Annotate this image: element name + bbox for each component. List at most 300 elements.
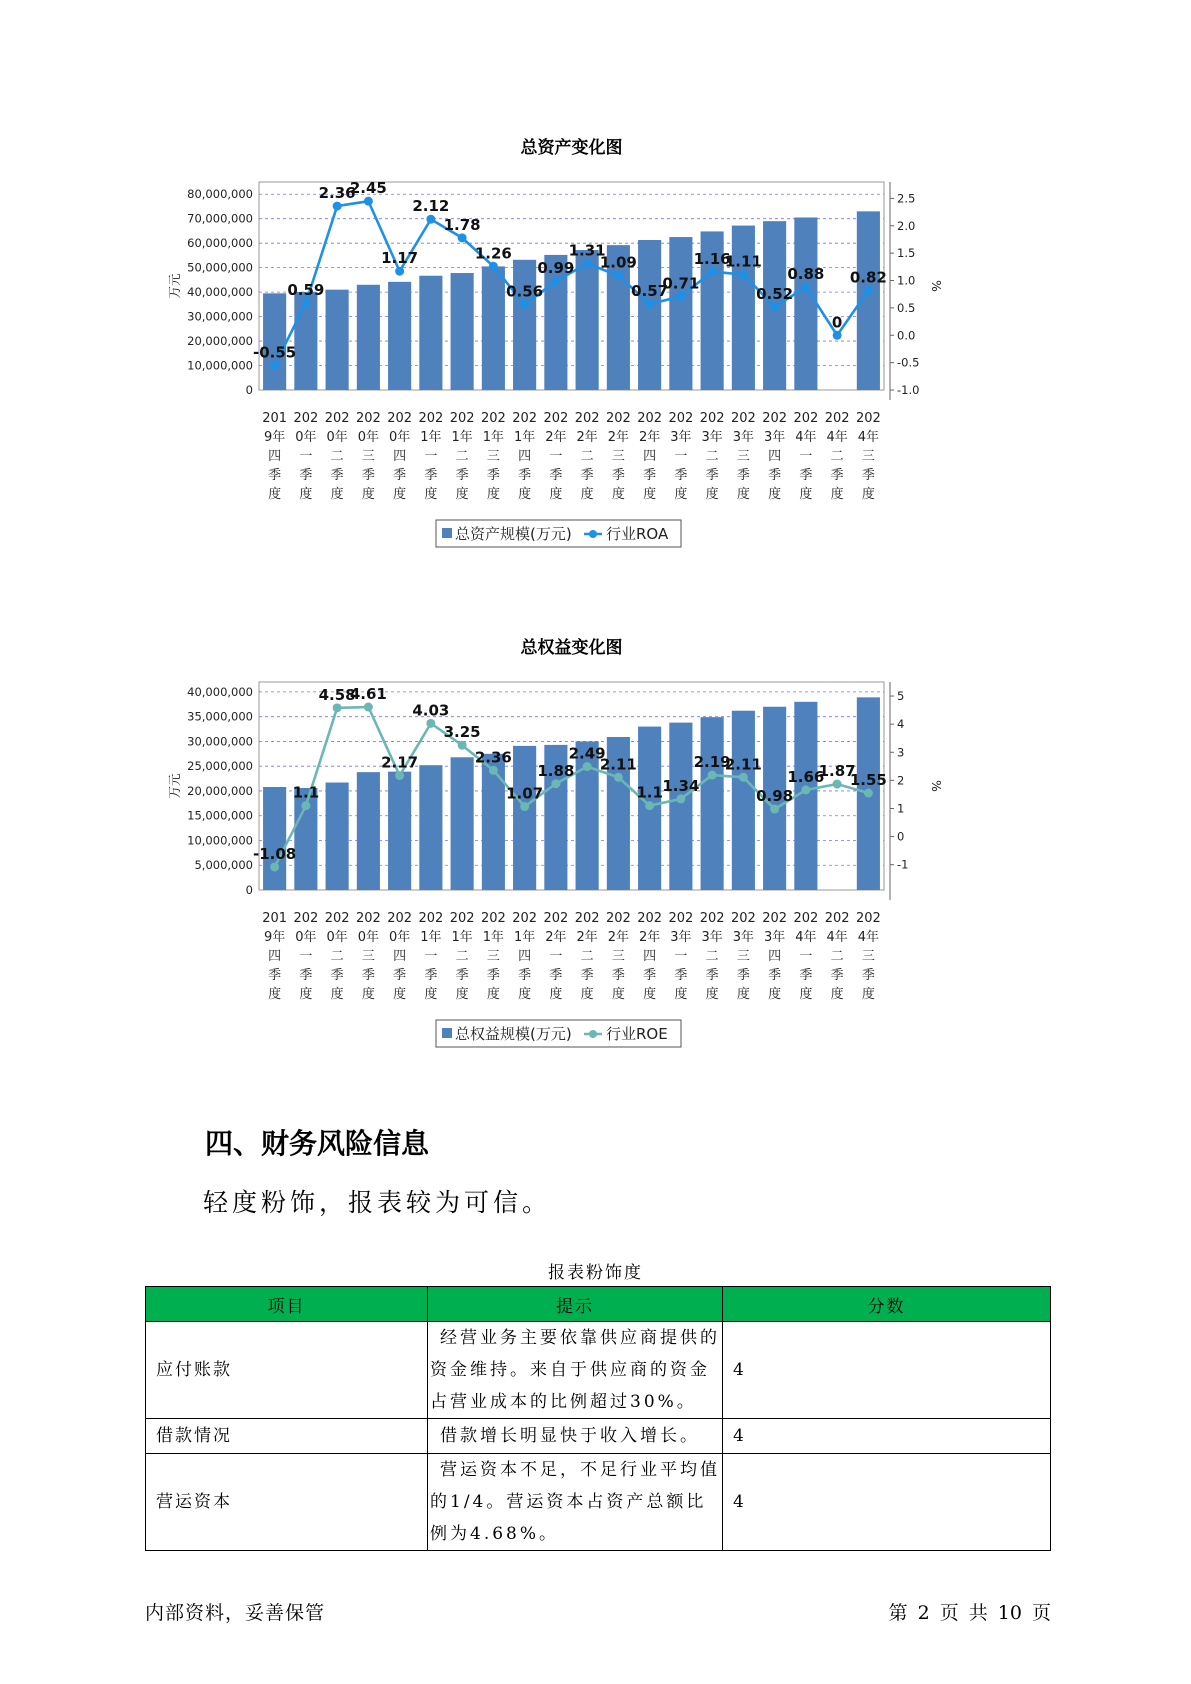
x-tick-label: 四 <box>393 449 407 464</box>
x-tick-label: 四 <box>643 949 657 964</box>
chart-title: 总权益变化图 <box>520 638 623 658</box>
x-tick-label: 二 <box>705 949 719 964</box>
data-label: 0.82 <box>849 268 887 287</box>
x-tick-label: 1年 <box>513 430 536 445</box>
x-tick-label: 202 <box>512 911 538 926</box>
x-tick-label: 一 <box>299 949 313 964</box>
y-tick-label: 20,000,000 <box>187 334 253 349</box>
x-tick-label: 度 <box>330 987 344 1002</box>
x-tick-label: 2年 <box>576 930 598 945</box>
x-tick-label: 度 <box>611 487 625 502</box>
x-tick-label: 202 <box>418 411 444 426</box>
line-point <box>614 271 623 280</box>
header-item: 项目 <box>146 1287 428 1322</box>
x-tick-label: 季 <box>424 968 438 983</box>
x-tick-label: 202 <box>855 411 881 426</box>
x-tick-label: 三 <box>736 949 750 964</box>
bar <box>263 787 286 890</box>
bar <box>451 757 474 890</box>
x-tick-label: 2年 <box>607 930 630 945</box>
data-label: 4.03 <box>412 701 450 720</box>
bar <box>732 711 755 890</box>
y2-tick-label: 2 <box>897 773 905 788</box>
x-tick-label: 0年 <box>326 930 348 945</box>
x-tick-label: 季 <box>611 468 625 483</box>
footer-confidential-note: 内部资料，妥善保管 <box>145 1602 326 1624</box>
data-label: -0.55 <box>253 343 297 362</box>
x-tick-label: 0年 <box>357 430 380 445</box>
y-tick-label: 40,000,000 <box>187 684 253 699</box>
data-label: 2.17 <box>381 753 419 772</box>
x-tick-label: 1年 <box>482 430 505 445</box>
y-tick-label: 35,000,000 <box>187 709 253 724</box>
x-tick-label: 度 <box>674 487 688 502</box>
data-label: 3.25 <box>443 723 481 742</box>
data-label: 4.61 <box>349 685 387 704</box>
x-tick-label: 202 <box>293 911 319 926</box>
x-tick-label: 度 <box>424 987 438 1002</box>
x-tick-label: 3年 <box>670 930 692 945</box>
x-tick-label: 季 <box>643 468 657 483</box>
line-point <box>270 862 279 871</box>
x-tick-label: 1年 <box>420 930 442 945</box>
bar <box>357 285 380 390</box>
y2-tick-label: 3 <box>897 745 905 760</box>
x-tick-label: 一 <box>799 949 813 964</box>
x-tick-label: 0年 <box>295 430 317 445</box>
row-tip <box>428 1419 723 1454</box>
y2-tick-label: 0.5 <box>897 300 916 315</box>
x-tick-label: 4年 <box>857 930 880 945</box>
x-tick-label: 季 <box>799 968 813 983</box>
x-tick-label: 0年 <box>295 930 317 945</box>
x-tick-label: 季 <box>549 968 563 983</box>
data-label: 1.07 <box>506 784 544 803</box>
x-tick-label: 季 <box>705 468 719 483</box>
x-tick-label: 4年 <box>795 930 817 945</box>
line-point <box>801 785 810 794</box>
x-tick-label: 一 <box>424 949 438 964</box>
total-equity-chart-svg <box>167 638 1056 1100</box>
y2-tick-label: -0.5 <box>897 355 920 370</box>
x-tick-label: 度 <box>518 987 532 1002</box>
bar <box>638 240 661 390</box>
x-tick-label: 度 <box>736 487 750 502</box>
data-label: -1.08 <box>253 844 297 863</box>
x-tick-label: 季 <box>361 468 375 483</box>
x-tick-label: 202 <box>699 911 725 926</box>
header-score: 分数 <box>723 1287 1051 1322</box>
x-tick-label: 2年 <box>638 930 661 945</box>
x-tick-label: 202 <box>418 911 444 926</box>
data-label: 2.36 <box>474 748 512 767</box>
table-row <box>146 1454 1051 1551</box>
line-point <box>708 771 717 780</box>
data-label: 1.55 <box>849 771 887 790</box>
x-tick-label: 季 <box>736 968 750 983</box>
x-tick-label: 度 <box>361 487 375 502</box>
line-point <box>645 801 654 810</box>
bar <box>576 250 599 390</box>
bar <box>419 276 442 390</box>
x-tick-label: 季 <box>674 968 688 983</box>
x-tick-label: 202 <box>605 411 631 426</box>
x-tick-label: 季 <box>299 968 313 983</box>
line-point <box>520 300 529 309</box>
x-tick-label: 2年 <box>576 430 598 445</box>
data-label: 1.66 <box>787 767 825 786</box>
x-tick-label: 9年 <box>263 430 286 445</box>
x-tick-label: 四 <box>268 949 282 964</box>
x-tick-label: 2年 <box>545 930 567 945</box>
x-tick-label: 202 <box>730 911 756 926</box>
footer-page-number: 第 2 页 共 10 页 <box>888 1602 1051 1624</box>
data-label: 1.26 <box>474 244 512 263</box>
x-tick-label: 202 <box>449 411 475 426</box>
x-tick-label: 一 <box>299 449 313 464</box>
x-tick-label: 202 <box>480 911 506 926</box>
x-tick-label: 三 <box>861 949 875 964</box>
x-tick-label: 202 <box>699 411 725 426</box>
data-label: 1.1 <box>636 783 663 802</box>
line-point <box>364 197 373 206</box>
y-tick-label: 0 <box>245 383 253 397</box>
x-tick-label: 3年 <box>732 430 755 445</box>
x-tick-label: 季 <box>299 468 313 483</box>
x-tick-label: 度 <box>455 487 469 502</box>
data-label: 1.09 <box>599 253 637 272</box>
table-header-row <box>146 1287 1051 1322</box>
x-tick-label: 三 <box>736 449 750 464</box>
x-tick-label: 季 <box>486 968 500 983</box>
y2-tick-label: 2.0 <box>897 218 916 233</box>
bar <box>326 783 349 890</box>
line-point <box>426 215 435 224</box>
x-tick-label: 季 <box>424 468 438 483</box>
y-tick-label: 40,000,000 <box>187 285 253 300</box>
x-tick-label: 季 <box>674 468 688 483</box>
x-tick-label: 度 <box>830 487 844 502</box>
x-tick-label: 202 <box>387 411 413 426</box>
y2-tick-label: 1.5 <box>897 246 916 261</box>
x-tick-label: 3年 <box>701 930 723 945</box>
x-tick-label: 三 <box>486 449 500 464</box>
y-axis-label: 万元 <box>167 773 182 799</box>
x-tick-label: 二 <box>580 949 594 964</box>
line-point <box>739 270 748 279</box>
x-tick-label: 202 <box>793 411 819 426</box>
line-point <box>583 762 592 771</box>
chart-title: 总资产变化图 <box>520 138 623 158</box>
x-tick-label: 一 <box>424 449 438 464</box>
x-tick-label: 1年 <box>451 930 473 945</box>
x-tick-label: 202 <box>324 911 350 926</box>
x-tick-label: 201 <box>262 411 288 426</box>
y2-tick-label: -1.0 <box>897 383 920 397</box>
line-point <box>770 805 779 814</box>
x-tick-label: 季 <box>361 968 375 983</box>
x-tick-label: 2年 <box>607 430 630 445</box>
x-tick-label: 202 <box>824 411 850 426</box>
legend-bar-swatch <box>442 528 452 538</box>
x-tick-label: 四 <box>768 449 782 464</box>
x-tick-label: 0年 <box>326 430 348 445</box>
x-tick-label: 季 <box>611 968 625 983</box>
line-point <box>301 298 310 307</box>
legend-line-marker <box>589 530 597 538</box>
data-label: 2.36 <box>318 184 356 203</box>
row-item: 营运资本 <box>146 1454 428 1551</box>
line-point <box>458 233 467 242</box>
x-tick-label: 度 <box>643 487 657 502</box>
x-tick-label: 季 <box>830 968 844 983</box>
x-tick-label: 202 <box>574 911 600 926</box>
x-tick-label: 202 <box>668 411 694 426</box>
line-point <box>551 277 560 286</box>
line-point <box>676 794 685 803</box>
bar <box>669 237 692 390</box>
line-point <box>770 302 779 311</box>
y-tick-label: 0 <box>245 883 253 897</box>
x-tick-label: 四 <box>518 949 532 964</box>
y-tick-label: 30,000,000 <box>187 309 253 324</box>
x-tick-label: 2年 <box>545 430 567 445</box>
table-row <box>146 1322 1051 1419</box>
line-point <box>458 741 467 750</box>
x-tick-label: 季 <box>861 468 875 483</box>
line-point <box>676 292 685 301</box>
x-tick-label: 三 <box>611 449 625 464</box>
bar <box>482 266 505 390</box>
x-tick-label: 202 <box>574 411 600 426</box>
data-label: 0.88 <box>787 265 825 284</box>
data-label: 1.78 <box>443 215 481 234</box>
data-label: 1.31 <box>568 241 606 260</box>
x-tick-label: 4年 <box>857 430 880 445</box>
y2-tick-label: 0 <box>897 829 905 844</box>
data-label: 0.98 <box>756 787 794 806</box>
bar <box>513 746 536 890</box>
row-tip <box>428 1454 723 1551</box>
legend-line-label: 行业ROA <box>606 525 669 543</box>
bar <box>388 772 411 890</box>
bar <box>326 290 349 390</box>
table-caption: 报表粉饰度 <box>548 1263 643 1283</box>
x-tick-label: 202 <box>449 911 475 926</box>
bar <box>794 217 817 390</box>
y2-tick-label: 1.0 <box>897 273 916 288</box>
x-tick-label: 度 <box>705 987 719 1002</box>
header-tip: 提示 <box>428 1287 723 1322</box>
y2-axis-label: % <box>929 280 944 292</box>
x-tick-label: 202 <box>543 911 569 926</box>
x-tick-label: 一 <box>799 449 813 464</box>
x-tick-label: 度 <box>424 487 438 502</box>
x-tick-label: 季 <box>549 468 563 483</box>
x-tick-label: 一 <box>549 949 563 964</box>
y-axis-label: 万元 <box>167 273 182 299</box>
row-tip-text: 借款增长明显快于收入增长。 <box>440 1426 700 1446</box>
x-tick-label: 202 <box>762 911 788 926</box>
x-tick-label: 季 <box>518 968 532 983</box>
line-point <box>739 773 748 782</box>
x-tick-label: 202 <box>668 911 694 926</box>
x-tick-label: 202 <box>793 911 819 926</box>
y-tick-label: 60,000,000 <box>187 236 253 251</box>
row-item: 借款情况 <box>146 1419 428 1454</box>
x-tick-label: 季 <box>799 468 813 483</box>
line-point <box>801 283 810 292</box>
line-point <box>864 789 873 798</box>
x-tick-label: 度 <box>393 987 407 1002</box>
x-tick-label: 1年 <box>451 430 473 445</box>
x-tick-label: 三 <box>486 949 500 964</box>
x-tick-label: 度 <box>486 487 500 502</box>
x-tick-label: 一 <box>674 949 688 964</box>
x-tick-label: 二 <box>330 949 344 964</box>
x-tick-label: 度 <box>830 987 844 1002</box>
x-tick-label: 202 <box>543 411 569 426</box>
bar <box>263 293 286 390</box>
y2-tick-label: 4 <box>897 717 905 732</box>
x-tick-label: 度 <box>455 987 469 1002</box>
x-tick-label: 度 <box>549 487 563 502</box>
x-tick-label: 度 <box>393 487 407 502</box>
row-tip-text: 经营业务主要依靠供应商提供的资金维持。来自于供应商的资金占营业成本的比例超过30%。 <box>430 1328 720 1412</box>
x-tick-label: 度 <box>268 487 282 502</box>
x-tick-label: 9年 <box>263 930 286 945</box>
x-tick-label: 度 <box>799 987 813 1002</box>
y-tick-label: 70,000,000 <box>187 211 253 226</box>
x-tick-label: 202 <box>355 411 381 426</box>
data-label: 1.87 <box>818 762 856 781</box>
x-tick-label: 度 <box>299 987 313 1002</box>
x-tick-label: 季 <box>330 968 344 983</box>
x-tick-label: 度 <box>580 987 594 1002</box>
y-tick-label: 10,000,000 <box>187 358 253 373</box>
x-tick-label: 季 <box>705 968 719 983</box>
x-tick-label: 二 <box>580 449 594 464</box>
y-tick-label: 10,000,000 <box>187 833 253 848</box>
x-tick-label: 3年 <box>701 430 723 445</box>
x-tick-label: 202 <box>855 911 881 926</box>
x-tick-label: 度 <box>768 487 782 502</box>
row-tip-text: 营运资本不足，不足行业平均值的1/4。营运资本占资产总额比例为4.68%。 <box>430 1460 720 1544</box>
x-tick-label: 季 <box>861 968 875 983</box>
data-label: 0.52 <box>756 284 794 303</box>
x-tick-label: 度 <box>330 487 344 502</box>
x-tick-label: 3年 <box>670 430 692 445</box>
legend-bar-swatch <box>442 1028 452 1038</box>
x-tick-label: 3年 <box>732 930 755 945</box>
row-item: 应付账款 <box>146 1322 428 1419</box>
x-tick-label: 202 <box>605 911 631 926</box>
line-point <box>395 771 404 780</box>
data-label: 2.12 <box>412 197 450 216</box>
x-tick-label: 四 <box>518 449 532 464</box>
x-tick-label: 2年 <box>638 430 661 445</box>
table-row <box>146 1419 1051 1454</box>
line-point <box>583 259 592 268</box>
data-label: 0.56 <box>506 282 544 301</box>
x-tick-label: 202 <box>387 911 413 926</box>
line-point <box>426 719 435 728</box>
x-tick-label: 度 <box>518 487 532 502</box>
x-tick-label: 四 <box>393 949 407 964</box>
x-tick-label: 季 <box>268 968 282 983</box>
line-point <box>270 361 279 370</box>
y-tick-label: 5,000,000 <box>194 858 253 873</box>
data-label: 2.11 <box>599 755 637 774</box>
x-tick-label: 三 <box>361 949 375 964</box>
data-label: 4.58 <box>318 685 356 704</box>
data-label: 1.17 <box>381 249 419 268</box>
total-assets-chart <box>167 138 1056 600</box>
x-tick-label: 度 <box>268 987 282 1002</box>
x-tick-label: 度 <box>486 987 500 1002</box>
bar <box>669 723 692 890</box>
x-tick-label: 季 <box>486 468 500 483</box>
x-tick-label: 202 <box>355 911 381 926</box>
x-tick-label: 202 <box>824 911 850 926</box>
x-tick-label: 四 <box>268 449 282 464</box>
whitewash-degree-table <box>145 1286 1051 1551</box>
line-point <box>551 779 560 788</box>
risk-summary: 轻度粉饰，报表较为可信。 <box>203 1188 552 1217</box>
x-tick-label: 度 <box>705 487 719 502</box>
y-tick-label: 30,000,000 <box>187 734 253 749</box>
line-point <box>614 773 623 782</box>
line-point <box>833 780 842 789</box>
data-label: 0.57 <box>631 282 669 301</box>
y2-tick-label: 1 <box>897 801 905 816</box>
data-label: 2.45 <box>349 179 387 198</box>
section-heading: 四、财务风险信息 <box>205 1127 430 1160</box>
x-tick-label: 三 <box>611 949 625 964</box>
data-label: 2.49 <box>568 744 606 763</box>
data-label: 1.16 <box>693 249 731 268</box>
row-score: 4 <box>723 1419 1051 1454</box>
bar <box>513 260 536 390</box>
x-tick-label: 0年 <box>357 930 380 945</box>
x-tick-label: 0年 <box>388 930 411 945</box>
x-tick-label: 度 <box>299 487 313 502</box>
bar <box>419 765 442 890</box>
x-tick-label: 度 <box>736 987 750 1002</box>
x-tick-label: 一 <box>549 449 563 464</box>
x-tick-label: 度 <box>580 487 594 502</box>
y-tick-label: 25,000,000 <box>187 759 253 774</box>
x-tick-label: 三 <box>861 449 875 464</box>
y2-tick-label: 2.5 <box>897 191 916 206</box>
x-tick-label: 4年 <box>795 430 817 445</box>
x-tick-label: 度 <box>768 987 782 1002</box>
data-label: 1.88 <box>537 761 575 780</box>
total-assets-chart-svg <box>167 138 1056 600</box>
y2-axis-label: % <box>929 780 944 792</box>
x-tick-label: 季 <box>330 468 344 483</box>
data-label: 1.34 <box>662 776 700 795</box>
data-label: 0.99 <box>537 259 575 278</box>
x-tick-label: 1年 <box>420 430 442 445</box>
line-point <box>333 202 342 211</box>
line-point <box>489 766 498 775</box>
line-point <box>364 703 373 712</box>
row-tip <box>428 1322 723 1419</box>
row-score: 4 <box>723 1454 1051 1551</box>
x-tick-label: 度 <box>361 987 375 1002</box>
x-tick-label: 度 <box>674 987 688 1002</box>
